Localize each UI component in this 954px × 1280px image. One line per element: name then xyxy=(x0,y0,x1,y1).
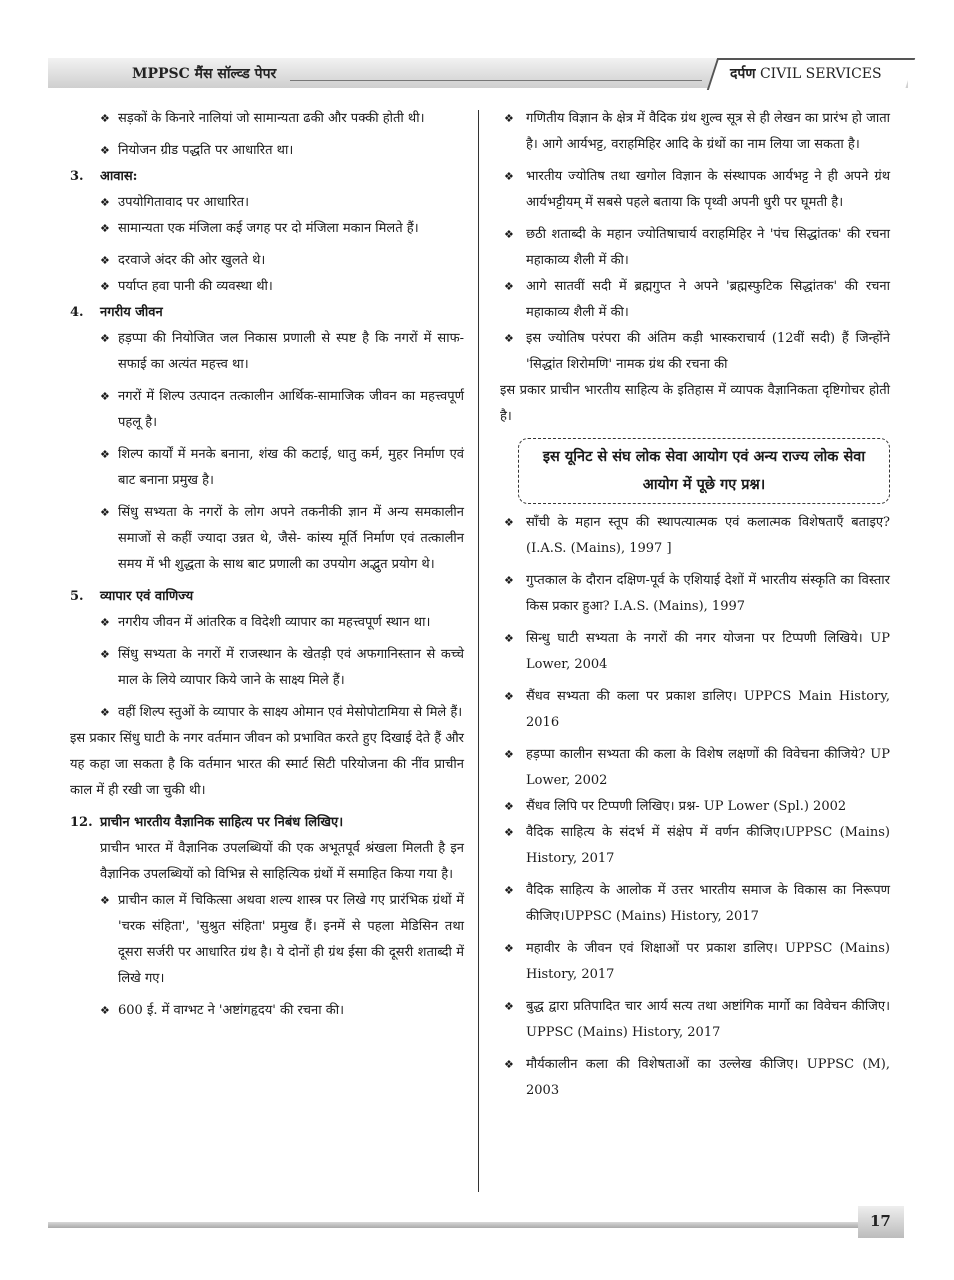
question-item: ❖ सैंधव लिपि पर टिप्पणी लिखिए। प्रश्न- UP Lower (Spl.) 2002 xyxy=(500,794,890,820)
question-item: ❖ साँची के महान स्तूप की स्थापत्यात्मक एवं कलात्मक विशेषताएँ बताइए?(I.A.S. (Mains), 1997 ] xyxy=(500,510,890,562)
science-bullet-maths: ❖ गणितीय विज्ञान के क्षेत्र में वैदिक ग्रंथ शुल्व सूत्र से ही लेखन का प्रारंभ हो जाता है। आगे आर्यभट्ट, वराहमिहिर आदि के ग्रंथों का नाम लिया जा सकता है। xyxy=(500,106,890,158)
footer-band xyxy=(48,1222,858,1228)
question-number: 12. xyxy=(70,815,93,830)
question-item: ❖ महावीर के जीवन एवं शिक्षाओं पर प्रकाश डालिए। UPPSC (Mains) History, 2017 xyxy=(500,936,890,988)
question-title: प्राचीन भारतीय वैज्ञानिक साहित्य पर निबंध लिखिए। xyxy=(100,815,344,830)
urban-bullet-4: ❖ सिंधु सभ्यता के नगरों के लोग अपने तकनीकी ज्ञान में अन्य समकालीन समाजों से कहीं ज्यादा उन्नत थे, जैसे- कांस्य मूर्ति निर्माण एवं तत्कालीन समय में भी शुद्धता के साथ बाट प्रणाली का उपयोग अद्भुत प्रयोग थे। xyxy=(70,500,464,578)
trade-bullet-1: ❖ नगरीय जीवन में आंतरिक व विदेशी व्यापार का महत्त्वपूर्ण स्थान था। xyxy=(70,610,464,636)
housing-bullet-3: ❖ दरवाजे अंदर की ओर खुलते थे। xyxy=(70,248,464,274)
question-item: ❖ वैदिक साहित्य के संदर्भ में संक्षेप में वर्णन कीजिए।UPPSC (Mains) History, 2017 xyxy=(500,820,890,872)
header-brand xyxy=(730,64,882,83)
question-item: ❖ गुप्तकाल के दौरान दक्षिण-पूर्व के एशियाई देशों में भारतीय संस्कृति का विस्तार किस प्रकार हुआ? I.A.S. (Mains), 1997 xyxy=(500,568,890,620)
question-12-intro: प्राचीन भारत में वैज्ञानिक उपलब्धियों की एक अभूतपूर्व श्रंखला मिलती है इन वैज्ञानिक उपलब्धियों को विभिन्न से साहित्यिक ग्रंथों में समाहित किया गया है। xyxy=(100,841,464,882)
urban-bullet-1: ❖ हड़प्पा की नियोजित जल निकास प्रणाली से स्पष्ट है कि नगरों में साफ-सफाई का अत्यंत महत्त्व था। xyxy=(70,326,464,378)
section-urban-life-heading xyxy=(70,300,464,326)
section-number: 4. xyxy=(70,305,84,320)
housing-bullet-1: ❖ उपयोगितावाद पर आधारित। xyxy=(70,190,464,216)
section-number: 3. xyxy=(70,169,84,184)
science-conclusion: इस प्रकार प्राचीन भारतीय साहित्य के इतिहास में व्यापक वैज्ञानिकता दृष्टिगोचर होती है। xyxy=(500,383,890,424)
science-bullet-bhaskaracharya: ❖ इस ज्योतिष परंपरा की अंतिम कड़ी भास्कराचार्य (12वीं सदी) हैं जिन्होंने 'सिद्धांत शिरोमणि' नामक ग्रंथ की रचना की xyxy=(500,326,890,378)
question-item: ❖ हड़प्पा कालीन सभ्यता की कला के विशेष लक्षणों की विवेचना कीजिये? UP Lower, 2002 xyxy=(500,742,890,794)
section-title: नगरीय जीवन xyxy=(100,305,163,320)
science-bullet-varahamihira: ❖ छठी शताब्दी के महान ज्योतिषाचार्य वराहमिहिर ने 'पंच सिद्धांतक' की रचना महाकाव्य शैली में की। xyxy=(500,222,890,274)
section-trade-heading xyxy=(70,584,464,610)
left-bullet-grid: ❖ नियोजन ग्रीड पद्धति पर आधारित था। xyxy=(70,138,464,164)
urban-bullet-2: ❖ नगरों में शिल्प उत्पादन तत्कालीन आर्थिक-सामाजिक जीवन का महत्त्वपूर्ण पहलू है। xyxy=(70,384,464,436)
section-title: व्यापार एवं वाणिज्य xyxy=(100,589,194,604)
brand-hindi: दर्पण xyxy=(730,66,756,82)
science-bullet-medicine: ❖ प्राचीन काल में चिकित्सा अथवा शल्य शास्त्र पर लिखे गए प्रारंभिक ग्रंथों में 'चरक संहिता', 'सुश्रुत संहिता' प्रमुख हैं। इनमें से पहला मेडिसिन तथा दूसरा सर्जरी पर आधारित ग्रंथ है। ये दोनों ही ग्रंथ ईसा की दूसरी शताब्दी में लिखे गए। xyxy=(70,888,464,992)
header-rule xyxy=(290,80,702,81)
trade-bullet-2: ❖ सिंधु सभ्यता के नगरों में राजस्थान के खेतड़ी एवं अफगानिस्तान से कच्चे माल के लिये व्यापार किये जाने के साक्ष्य मिले हैं। xyxy=(70,642,464,694)
question-item: ❖ मौर्यकालीन कला की विशेषताओं का उल्लेख कीजिए। UPPSC (M), 2003 xyxy=(500,1052,890,1104)
left-bullet-drains: ❖ सड़कों के किनारे नालियां जो सामान्यता ढकी और पक्की होती थी। xyxy=(70,106,464,132)
previous-questions-box: इस यूनिट से संघ लोक सेवा आयोग एवं अन्य राज्य लोक सेवा आयोग में पूछे गए प्रश्न। xyxy=(518,438,890,504)
left-column xyxy=(70,106,464,1024)
housing-bullet-2: ❖ सामान्यता एक मंजिला कई जगह पर दो मंजिला मकान मिलते हैं। xyxy=(70,216,464,242)
previous-questions-list xyxy=(500,510,890,1104)
section-housing-heading xyxy=(70,164,464,190)
column-divider xyxy=(478,110,479,1192)
question-12-heading xyxy=(70,810,464,836)
urban-bullet-3: ❖ शिल्प कार्यों में मनके बनाना, शंख की कटाई, धातु कर्म, मुहर निर्माण एवं बाट बनाना प्रमुख है। xyxy=(70,442,464,494)
right-column xyxy=(500,106,890,1104)
brand-english: CIVIL SERVICES xyxy=(759,66,882,82)
question-item: ❖ वैदिक साहित्य के आलोक में उत्तर भारतीय समाज के विकास का निरूपण कीजिए।UPPSC (Mains) History, 2017 xyxy=(500,878,890,930)
science-bullet-vagbhata: ❖ 600 ई. में वाग्भट ने 'अष्टांगहृदय' की रचना की। xyxy=(70,998,464,1024)
science-bullet-aryabhata: ❖ भारतीय ज्योतिष तथा खगोल विज्ञान के संस्थापक आर्यभट्ट ने ही अपने ग्रंथ आर्यभट्टीयम् में सबसे पहले बताया कि पृथ्वी अपनी धुरी पर घूमती है। xyxy=(500,164,890,216)
question-item: ❖ सैंधव सभ्यता की कला पर प्रकाश डालिए। UPPCS Main History, 2016 xyxy=(500,684,890,736)
housing-bullet-4: ❖ पर्याप्त हवा पानी की व्यवस्था थी। xyxy=(70,274,464,300)
section-title: आवास: xyxy=(100,169,138,184)
page-number: 17 xyxy=(870,1212,891,1230)
science-bullet-brahmagupta: ❖ आगे सातवीं सदी में ब्रह्मगुप्त ने अपने 'ब्रह्मस्फुटिक सिद्धांतक' की रचना महाकाव्य शैली में की। xyxy=(500,274,890,326)
header-book-title: MPPSC मैंस सॉल्व्ड पेपर xyxy=(132,66,277,82)
question-item: ❖ बुद्ध द्वारा प्रतिपादित चार आर्य सत्य तथा अष्टांगिक मार्गो का विवेचन कीजिए। UPPSC (Mains) History, 2017 xyxy=(500,994,890,1046)
trade-conclusion: इस प्रकार सिंधु घाटी के नगर वर्तमान जीवन को प्रभावित करते हुए दिखाई देते हैं और यह कहा जा सकता है कि वर्तमान भारत की स्मार्ट सिटी परियोजना की नींव प्राचीन काल में ही रखी जा चुकी थी। xyxy=(70,731,464,798)
section-number: 5. xyxy=(70,589,84,604)
trade-bullet-3: ❖ वहीं शिल्प स्तुओं के व्यापार के साक्ष्य ओमान एवं मेसोपोटामिया से मिले हैं। xyxy=(70,700,464,726)
question-item: ❖ सिन्धु घाटी सभ्यता के नगरों की नगर योजना पर टिप्पणी लिखिये। UP Lower, 2004 xyxy=(500,626,890,678)
